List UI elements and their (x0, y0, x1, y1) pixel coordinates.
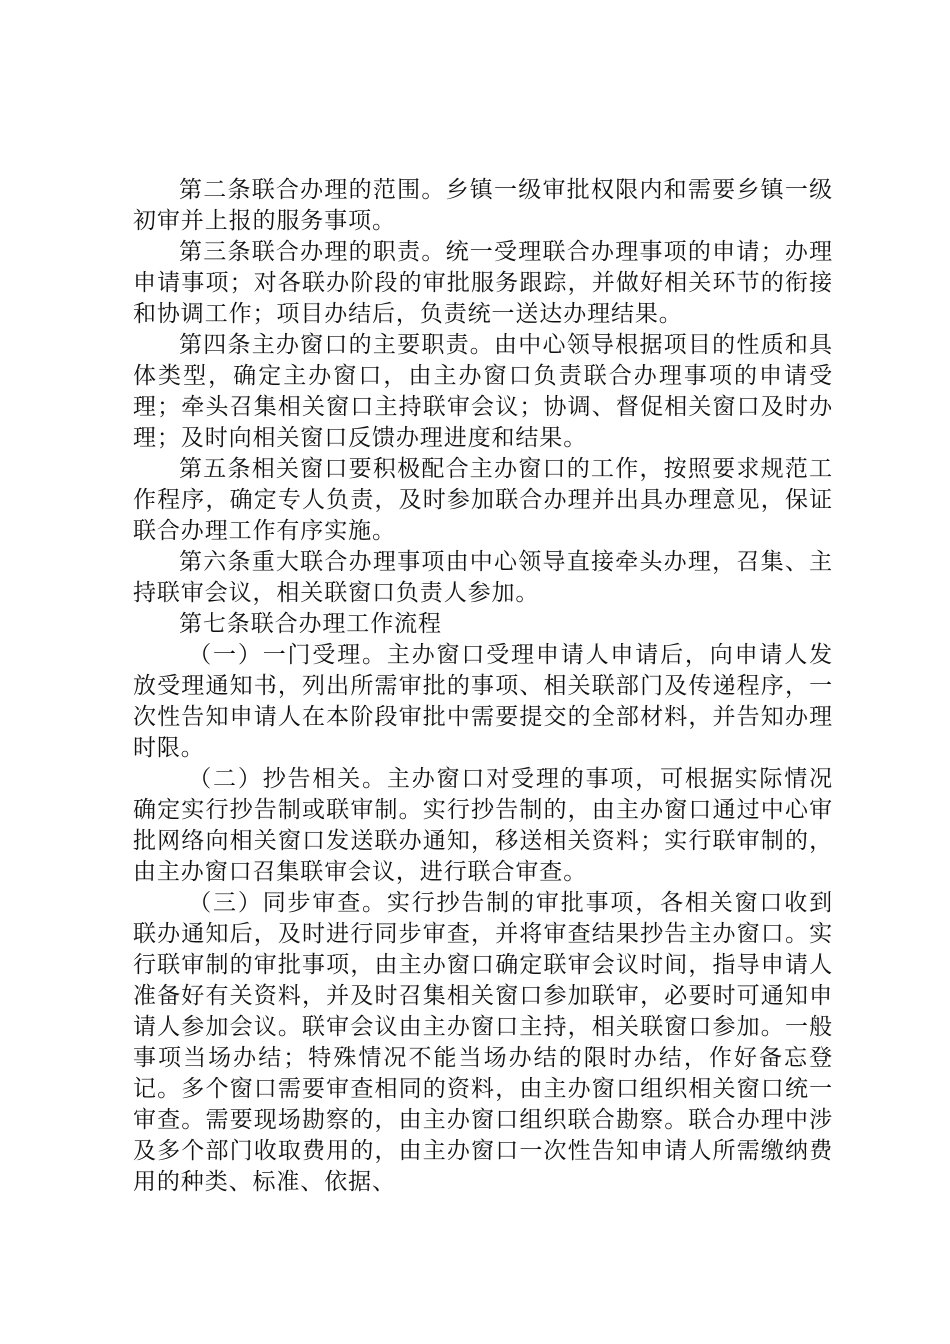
article-7-heading: 第七条联合办理工作流程 (179, 611, 442, 637)
article-2-paragraph: 第二条联合办理的范围。乡镇一级审批权限内和需要乡镇一级初审并上报的服务事项。 (133, 177, 833, 234)
document-body (133, 175, 833, 1198)
process-step-2: （二）抄告相关。主办窗口对受理的事项，可根据实际情况确定实行抄告制或联审制。实行抄告制的，由主办窗口通过中心审批网络向相关窗口发送联办通知，移送相关资料；实行联审制的，由主办窗口召集联审会议，进行联合审查。 (133, 766, 833, 885)
article-4-paragraph: 第四条主办窗口的主要职责。由中心领导根据项目的性质和具体类型，确定主办窗口，由主办窗口负责联合办理事项的申请受理；牵头召集相关窗口主持联审会议；协调、督促相关窗口及时办理；及时向相关窗口反馈办理进度和结果。 (133, 332, 833, 451)
article-6-paragraph: 第六条重大联合办理事项由中心领导直接牵头办理，召集、主持联审会议，相关联窗口负责人参加。 (133, 549, 833, 606)
article-3-paragraph: 第三条联合办理的职责。统一受理联合办理事项的申请；办理申请事项；对各联办阶段的审批服务跟踪，并做好相关环节的衔接和协调工作；项目办结后，负责统一送达办理结果。 (133, 239, 833, 327)
process-step-3: （三）同步审查。实行抄告制的审批事项，各相关窗口收到联办通知后，及时进行同步审查，并将审查结果抄告主办窗口。实行联审制的审批事项，由主办窗口确定联审会议时间，指导申请人准备好有关资料，并及时召集相关窗口参加联审，必要时可通知申请人参加会议。联审会议由主办窗口主持，相关联窗口参加。一般事项当场办结；特殊情况不能当场办结的限时办结，作好备忘登记。多个窗口需要审查相同的资料，由主办窗口组织相关窗口统一审查。需要现场勘察的，由主办窗口组织联合勘察。联合办理中涉及多个部门收取费用的，由主办窗口一次性告知申请人所需缴纳费用的种类、标准、依据、 (133, 890, 833, 1195)
process-step-1: （一）一门受理。主办窗口受理申请人申请后，向申请人发放受理通知书，列出所需审批的事项、相关联部门及传递程序，一次性告知申请人在本阶段审批中需要提交的全部材料，并告知办理时限。 (133, 642, 833, 761)
article-5-paragraph: 第五条相关窗口要积极配合主办窗口的工作，按照要求规范工作程序，确定专人负责，及时参加联合办理并出具办理意见，保证联合办理工作有序实施。 (133, 456, 833, 544)
